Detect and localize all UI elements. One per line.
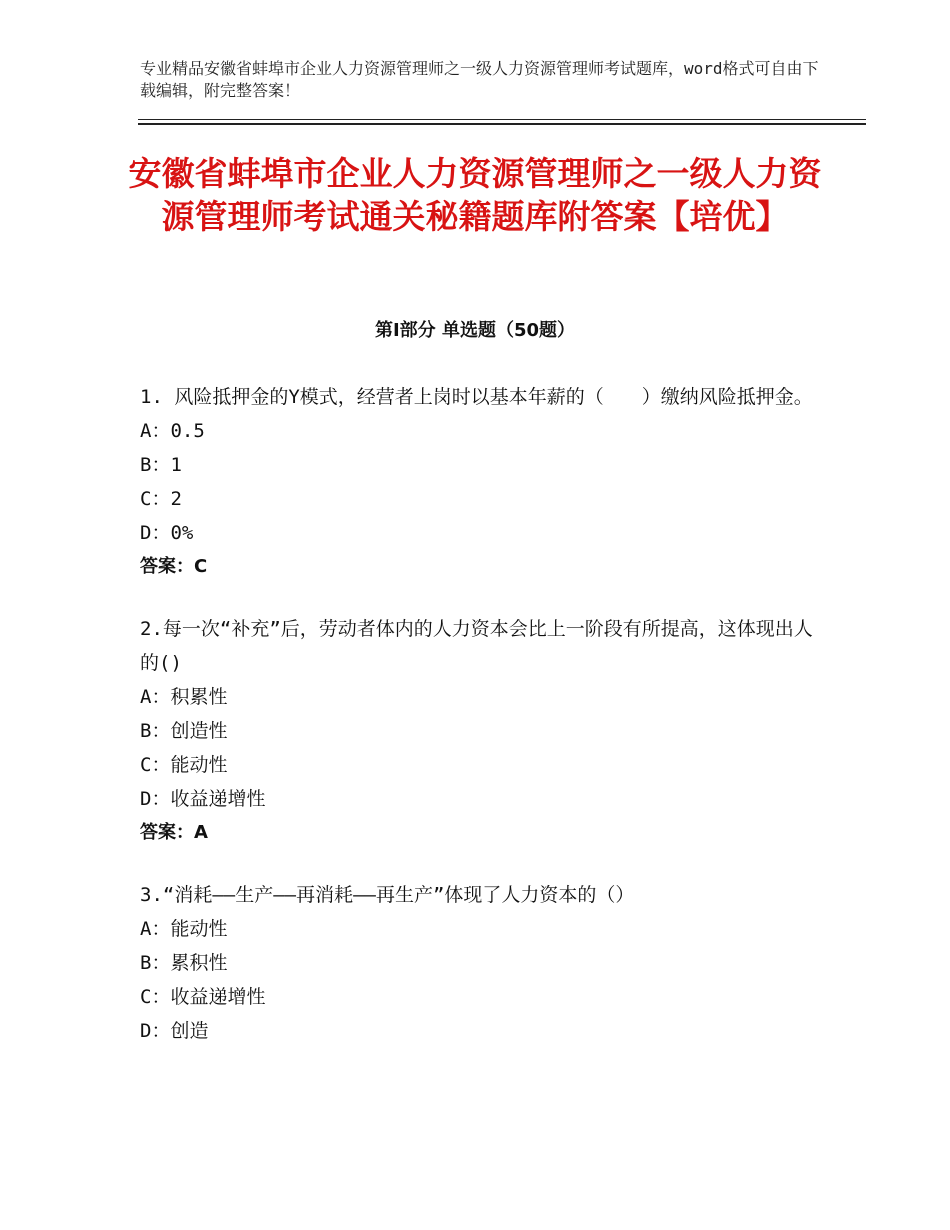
option-c: C：2 (140, 488, 182, 510)
option-b: B：1 (140, 454, 182, 476)
option-a: A：能动性 (140, 918, 228, 940)
question-3 (140, 878, 820, 1048)
option-c: C：收益递增性 (140, 986, 266, 1008)
question-2 (140, 612, 820, 850)
question-1 (140, 380, 820, 584)
option-d: D：创造 (140, 1020, 209, 1042)
header-divider-thick (138, 123, 866, 125)
option-a: A：积累性 (140, 686, 228, 708)
question-stem: 1. 风险抵押金的Y模式，经营者上岗时以基本年薪的（ ）缴纳风险抵押金。 (140, 386, 813, 408)
option-b: B：创造性 (140, 720, 228, 742)
option-b: B：累积性 (140, 952, 228, 974)
option-c: C：能动性 (140, 754, 228, 776)
section-title: 第Ⅰ部分 单选题（50题） (374, 320, 575, 341)
question-list (140, 380, 820, 1076)
option-d: D：0% (140, 522, 194, 544)
option-d: D：收益递增性 (140, 788, 266, 810)
option-a: A：0.5 (140, 420, 205, 442)
question-stem: 3.“消耗——生产——再消耗——再生产”体现了人力资本的（） (140, 884, 635, 906)
question-stem: 2.每一次“补充”后，劳动者体内的人力资本会比上一阶段有所提高，这体现出人的() (140, 618, 813, 674)
answer: 答案：A (140, 822, 208, 843)
answer: 答案：C (140, 556, 208, 577)
header-note: 专业精品安徽省蚌埠市企业人力资源管理师之一级人力资源管理师考试题库，word格式可自由下载编辑，附完整答案！ (140, 59, 819, 100)
document-title: 安徽省蚌埠市企业人力资源管理师之一级人力资源管理师考试通关秘籍题库附答案【培优】 (128, 154, 822, 236)
header-divider-thin (138, 119, 866, 120)
